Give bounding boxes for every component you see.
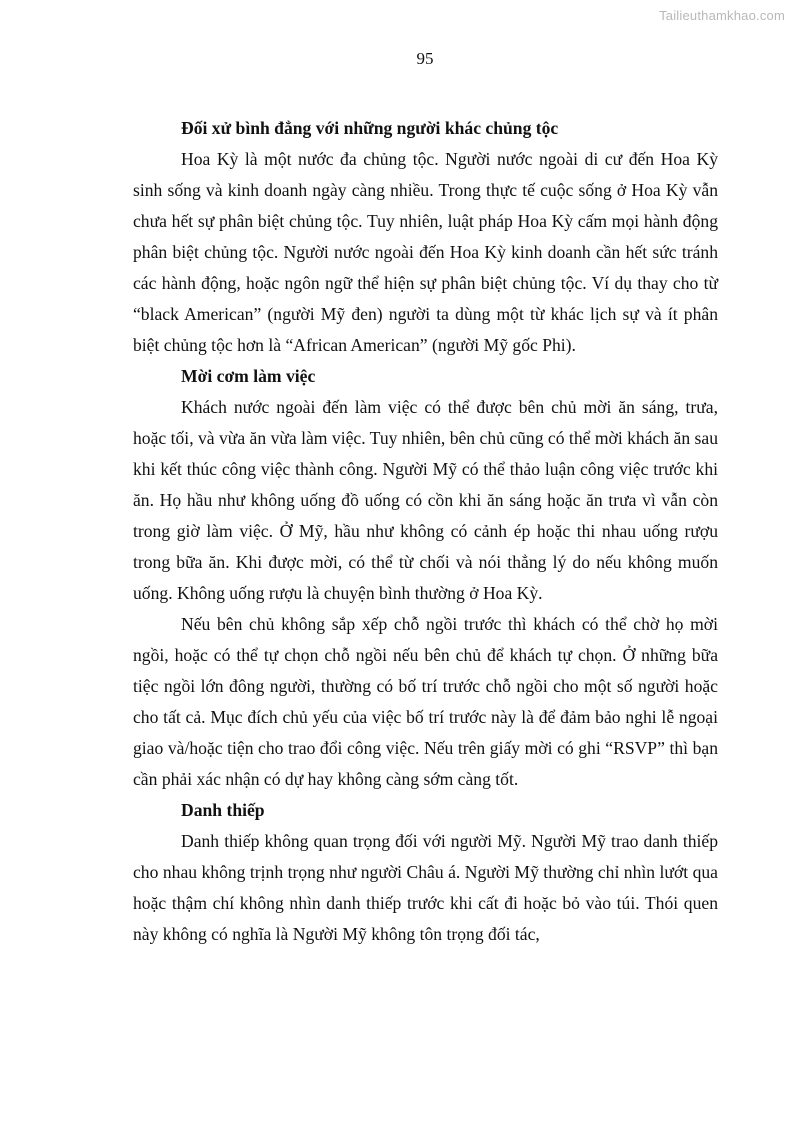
paragraph-equal-treatment: Hoa Kỳ là một nước đa chủng tộc. Người nước ngoài di cư đến Hoa Kỳ sinh sống và kinh doanh ngày càng nhiều. Trong thực tế cuộc sống ở Hoa Kỳ vẫn chưa hết sự phân biệt chủng tộc. Tuy nhiên, luật pháp Hoa Kỳ cấm mọi hành động phân biệt chủng tộc. Người nước ngoài đến Hoa Kỳ kinh doanh cần hết sức tránh các hành động, hoặc ngôn ngữ thể hiện sự phân biệt chủng tộc. Ví dụ thay cho từ “black American” (người Mỹ đen) người ta dùng một từ khác lịch sự và ít phân biệt chủng tộc hơn là “African American” (người Mỹ gốc Phi). <box>133 149 718 355</box>
watermark-text: Tailieuthamkhao.com <box>659 8 785 23</box>
page-number: 95 <box>416 49 434 68</box>
section-heading-business-cards: Danh thiếp <box>181 800 265 820</box>
document-body <box>133 113 718 950</box>
paragraph-business-meals-1: Khách nước ngoài đến làm việc có thể được bên chủ mời ăn sáng, trưa, hoặc tối, và vừa ăn vừa làm việc. Tuy nhiên, bên chủ cũng có thể mời khách ăn sau khi kết thúc công việc thành công. Người Mỹ có thể thảo luận công việc trước khi ăn. Họ hầu như không uống đồ uống có cồn khi ăn sáng hoặc ăn trưa vì vẫn còn trong giờ làm việc. Ở Mỹ, hầu như không có cảnh ép hoặc thi nhau uống rượu trong bữa ăn. Khi được mời, có thể từ chối và nói thẳng lý do nếu không muốn uống. Không uống rượu là chuyện bình thường ở Hoa Kỳ. <box>133 397 718 603</box>
section-heading-business-meals: Mời cơm làm việc <box>181 366 316 386</box>
section-heading-equal-treatment: Đối xử bình đẳng với những người khác chủng tộc <box>181 118 559 138</box>
paragraph-business-cards: Danh thiếp không quan trọng đối với người Mỹ. Người Mỹ trao danh thiếp cho nhau không trịnh trọng như người Châu á. Người Mỹ thường chỉ nhìn lướt qua hoặc thậm chí không nhìn danh thiếp trước khi cất đi hoặc bỏ vào túi. Thói quen này không có nghĩa là Người Mỹ không tôn trọng đối tác, <box>133 831 718 944</box>
paragraph-business-meals-2: Nếu bên chủ không sắp xếp chỗ ngồi trước thì khách có thể chờ họ mời ngồi, hoặc có thể tự chọn chỗ ngồi nếu bên chủ để khách tự chọn. Ở những bữa tiệc ngồi lớn đông người, thường có bố trí trước chỗ ngồi cho một số người hoặc cho tất cả. Mục đích chủ yếu của việc bố trí trước này là để đảm bảo nghi lễ ngoại giao và/hoặc tiện cho trao đổi công việc. Nếu trên giấy mời có ghi “RSVP” thì bạn cần phải xác nhận có dự hay không càng sớm càng tốt. <box>133 614 718 789</box>
